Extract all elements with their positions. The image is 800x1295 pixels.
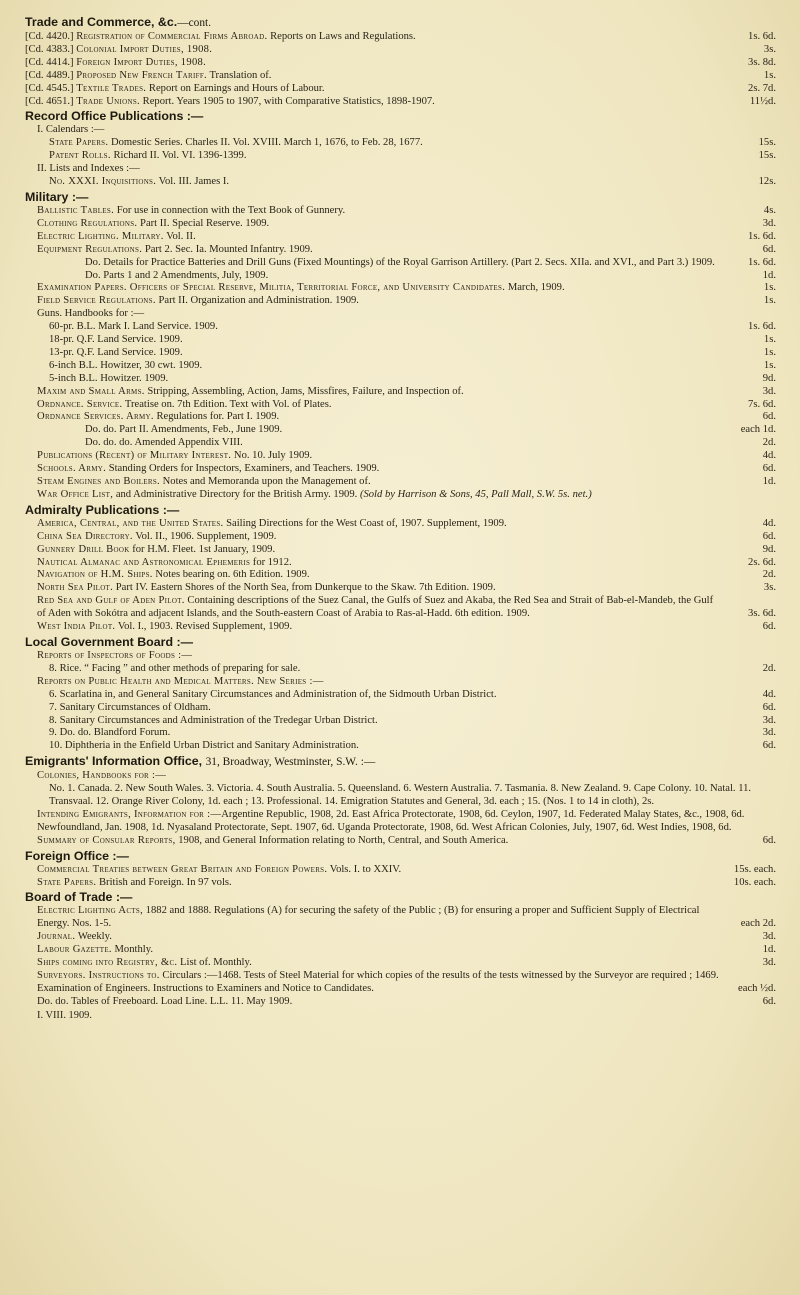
trade-entry bbox=[25, 44, 778, 57]
entry-north-sea-pilot: North Sea Pilot. Part IV. Eastern Shores of the North Sea, from Dunkerque to the Skaw. 7th Edition. 1909. 3s. bbox=[37, 582, 776, 594]
entry-text: 18-pr. Q.F. Land Service. 1909. bbox=[49, 334, 183, 346]
entry-steam-engines: Steam Engines and Boilers. Notes and Memoranda upon the Management of. 1d. bbox=[37, 476, 776, 487]
guns-label: Guns. Handbooks for :— bbox=[37, 308, 145, 320]
entry-maxim: Maxim and Small Arms. Stripping, Assembling, Action, Jams, Missfires, Failure, and Inspection of. 3d. bbox=[37, 385, 776, 397]
entry-commercial-treaties: Commercial Treaties between Great Britain and Foreign Powers. Vols. I. to XXIV. 15s. each. bbox=[37, 863, 776, 875]
entry-ordnance-services: Ordnance Services. Army. Regulations for. Part I. 1909. 6d. bbox=[37, 411, 776, 423]
calendars-label: I. Calendars :— bbox=[37, 124, 105, 136]
gun-handbook-entry bbox=[25, 360, 778, 373]
section-local-gov-heading: Local Government Board :— bbox=[25, 634, 193, 649]
entry-china-sea: China Sea Directory. Vol. II., 1906. Supplement, 1909. 6d. bbox=[37, 530, 776, 542]
entry-scarlatina: 6. Scarlatina in, and General Sanitary Circumstances and Administration of, the Sidmouth Urban District. 4d. bbox=[49, 688, 776, 700]
entry-price: 1s. bbox=[763, 69, 776, 81]
command-paper-ref: [Cd. 4489.] bbox=[25, 69, 74, 81]
entry-electric-lighting-acts: Electric Lighting Acts, 1882 and 1888. Regulations (A) for securing the safety of the Public ; (B) for ensuring a proper and Sufficient Supply of Electrical Energy. Nos. 1-5. each 2d. bbox=[37, 905, 776, 930]
lists-label: II. Lists and Indexes :— bbox=[37, 163, 140, 175]
entry-state-papers-domestic: State Papers. Domestic Series. Charles II. Vol. XVIII. March 1, 1676, to Feb. 28, 1677. 15s. bbox=[49, 137, 776, 149]
gun-handbook-entry bbox=[25, 373, 778, 386]
entry-navigation: Navigation of H.M. Ships. Notes bearing on. 6th Edition. 1909. 2d. bbox=[37, 569, 776, 581]
entry-price: 1s. bbox=[763, 346, 776, 358]
section-foreign-heading: Foreign Office :— bbox=[25, 848, 129, 863]
entry-price: 1s. 6d. bbox=[748, 321, 776, 333]
entry-war-office-list: War Office List, and Administrative Directory for the British Army. 1909. (Sold by Harrison & Sons, 45, Pall Mall, S.W. 5s. net.) bbox=[37, 488, 592, 500]
trade-entry bbox=[25, 96, 778, 109]
entry-price: 1s. bbox=[763, 359, 776, 371]
entry-text: Report on Earnings and Hours of Labour. bbox=[148, 82, 325, 94]
entry-tredegar: 8. Sanitary Circumstances and Administration of the Tredegar Urban District. 3d. bbox=[49, 714, 776, 726]
entry-equipment-amendments: Do. Parts 1 and 2 Amendments, July, 1909. 1d. bbox=[85, 269, 776, 281]
section-board-trade-heading: Board of Trade :— bbox=[25, 890, 133, 905]
entry-oldham: 7. Sanitary Circumstances of Oldham. 6d. bbox=[49, 701, 776, 713]
entry-equipment: Equipment Regulations. Part 2. Sec. Ia. Mounted Infantry. 1909. 6d. bbox=[37, 243, 776, 255]
entry-title: Textile Trades. bbox=[76, 82, 147, 94]
entry-field-service: Field Service Regulations. Part II. Organization and Administration. 1909. 1s. bbox=[37, 295, 776, 307]
public-health-label: Reports on Public Health and Medical Matters. New Series :— bbox=[37, 675, 324, 687]
entry-price: 1s. bbox=[763, 334, 776, 346]
entry-intending-emigrants: Intending Emigrants, Information for :—Argentine Republic, 1908, 2d. East Africa Protectorate, 1908, 6d. Ceylon, 1907, 1d. Federated Malay States, &c., 1908, 6d. Newfoundland, Jan. 1908, 1d. Nyasaland Protectorate, Sept. 1907, 6d. Uganda Protectorate, 1908, 6d. West African Colonies, July, 1907, 6d. West Indies, 1908, 6d. bbox=[37, 808, 745, 833]
entry-gunnery-drill: Gunnery Drill Book for H.M. Fleet. 1st January, 1909. 9d. bbox=[37, 543, 776, 555]
entry-ordnance-amendments: Do. do. Part II. Amendments, Feb., June 1909. each 1d. bbox=[85, 424, 776, 436]
entry-title: Proposed New French Tariff. bbox=[76, 69, 207, 81]
command-paper-ref: [Cd. 4545.] bbox=[25, 82, 74, 94]
gun-handbook-entry bbox=[25, 334, 778, 347]
entry-ordnance-service: Ordnance. Service. Treatise on. 7th Edition. Text with Vol. of Plates. 7s. 6d. bbox=[37, 398, 776, 410]
colonies-label: Colonies, Handbooks for :— bbox=[37, 770, 167, 782]
gun-handbook-entry bbox=[25, 347, 778, 360]
section-emigrants-heading: Emigrants' Information Office, 31, Broadway, Westminster, S.W. :— bbox=[25, 754, 376, 769]
entry-price: 3s. 8d. bbox=[748, 56, 776, 68]
entry-journal: Journal. Weekly. 3d. bbox=[37, 931, 776, 943]
entry-title: Trade Unions. bbox=[76, 95, 140, 107]
entry-text: Report. Years 1905 to 1907, with Comparative Statistics, 1898-1907. bbox=[142, 95, 435, 107]
gun-list bbox=[25, 321, 778, 386]
entry-text: Translation of. bbox=[209, 69, 272, 81]
entry-price: 2s. 7d. bbox=[748, 82, 776, 94]
section-record-heading: Record Office Publications :— bbox=[25, 109, 204, 124]
command-paper-ref: [Cd. 4420.] bbox=[25, 31, 74, 42]
entry-america-central: America, Central, and the United States. Sailing Directions for the West Coast of, 1907. Supplement, 1909. 4d. bbox=[37, 517, 776, 529]
section-admiralty-heading: Admiralty Publications :— bbox=[25, 502, 180, 517]
entry-inquisitions: No. XXXI. Inquisitions. Vol. III. James I. 12s. bbox=[49, 176, 776, 188]
entry-blandford: 9. Do. do. Blandford Forum. 3d. bbox=[49, 727, 776, 739]
entry-nautical-almanac: Nautical Almanac and Astronomical Ephemeris for 1912. 2s. 6d. bbox=[37, 556, 776, 568]
entry-red-sea-pilot: Red Sea and Gulf of Aden Pilot. Containing descriptions of the Suez Canal, the Gulfs of Suez and Akaba, the Red Sea and Strait of Bab-el-Mandeb, the Gulf of Aden with Sokótra and adjacent Islands, and the South-eastern Coast of Arabia to Ras-al-Hadd. 6th edition. 1909. 3s. 6d. bbox=[37, 595, 776, 620]
entry-clothing: Clothing Regulations. Part II. Special Reserve. 1909. 3d. bbox=[37, 217, 776, 229]
entry-electric-lighting-military: Electric Lighting. Military. Vol. II. 1s. 6d. bbox=[37, 230, 776, 242]
gun-handbook-entry bbox=[25, 321, 778, 334]
section-trade-heading: Trade and Commerce, &c.—cont. bbox=[25, 15, 212, 29]
entry-publications-recent: Publications (Recent) of Military Interest. No. 10. July 1909. 4d. bbox=[37, 450, 776, 462]
entry-colonies-handbooks: No. 1. Canada. 2. New South Wales. 3. Victoria. 4. South Australia. 5. Queensland. 6. Western Australia. 7. Tasmania. 8. New Zealand. 9. Cape Colony. 10. Natal. 11. Transvaal. 12. Orange River Colony, 1d. each ; 13. Professional. 14. Emigration Statutes and General, 3d. each ; 15. (Nos. 1 to 14 in cloth), 2s. bbox=[49, 783, 752, 808]
entry-foreign-state-papers: State Papers. British and Foreign. In 97 vols. 10s. each. bbox=[37, 876, 776, 888]
section-military-heading: Military :— bbox=[25, 189, 89, 204]
entry-freeboard: Do. do. Tables of Freeboard. Load Line. L.L. 11. May 1909. 6d. bbox=[37, 995, 776, 1007]
entry-text: 60-pr. B.L. Mark I. Land Service. 1909. bbox=[49, 321, 218, 333]
entry-examination-papers: Examination Papers. Officers of Special Reserve, Militia, Territorial Force, and University Candidates. March, 1909. 1s. bbox=[37, 282, 776, 294]
trade-entry bbox=[25, 83, 778, 96]
command-paper-ref: [Cd. 4651.] bbox=[25, 95, 74, 107]
entry-ships-registry: Ships coming into Registry, &c. List of. Monthly. 3d. bbox=[37, 957, 776, 969]
entry-price: 11½d. bbox=[749, 95, 776, 107]
entry-patent-rolls: Patent Rolls. Richard II. Vol. VI. 1396-1399. 15s. bbox=[49, 150, 776, 162]
trade-entry bbox=[25, 70, 778, 83]
entry-title: Foreign Import Duties, 1908. bbox=[76, 56, 207, 68]
entry-equipment-details: Do. Details for Practice Batteries and Drill Guns (Fixed Mountings) of the Royal Garrison Artillery. (Part 2. Secs. XIIa. and XVI., and Part 3.) 1909. 1s. 6d. bbox=[85, 256, 776, 268]
inspectors-label: Reports of Inspectors of Foods :— bbox=[37, 649, 193, 661]
entry-price: 9d. bbox=[762, 372, 776, 384]
entry-labour-gazette: Labour Gazette. Monthly. 1d. bbox=[37, 944, 776, 956]
entry-consular-reports: Summary of Consular Reports, 1908, and General Information relating to North, Central, and South America. 6d. bbox=[37, 834, 776, 846]
command-paper-ref: [Cd. 4383.] bbox=[25, 43, 74, 55]
entry-text: 6-inch B.L. Howitzer, 30 cwt. 1909. bbox=[49, 359, 203, 371]
command-paper-ref: [Cd. 4414.] bbox=[25, 56, 74, 68]
entry-title: Registration of Commercial Firms Abroad. bbox=[76, 31, 268, 42]
entry-ballistic: Ballistic Tables. For use in connection with the Text Book of Gunnery. 4s. bbox=[37, 204, 776, 216]
trade-list bbox=[25, 31, 778, 108]
entry-price: 1s. 6d. bbox=[748, 31, 776, 42]
entry-diphtheria: 10. Diphtheria in the Enfield Urban District and Sanitary Administration. 6d. bbox=[49, 740, 776, 752]
entry-price: 3s. bbox=[763, 43, 776, 55]
footer-code: I. VIII. 1909. bbox=[37, 1009, 92, 1021]
entry-surveyors: Surveyors. Instructions to. Circulars :—1468. Tests of Steel Material for which copies of the results of the tests witnessed by the Surveyor are required ; 1469. Examination of Engineers. Instructions to Examiners and Notice to Candidates. each ½d. bbox=[37, 970, 776, 994]
entry-text: 13-pr. Q.F. Land Service. 1909. bbox=[49, 346, 183, 358]
entry-text: 5-inch B.L. Howitzer. 1909. bbox=[49, 372, 169, 384]
entry-ordnance-appendix: Do. do. do. Amended Appendix VIII. 2d. bbox=[85, 437, 776, 449]
entry-rice: 8. Rice. “ Facing ” and other methods of preparing for sale. 2d. bbox=[49, 662, 776, 674]
entry-text: Reports on Laws and Regulations. bbox=[270, 31, 416, 42]
entry-title: Colonial Import Duties, 1908. bbox=[76, 43, 213, 55]
trade-entry bbox=[25, 31, 778, 44]
entry-schools: Schools. Army. Standing Orders for Inspectors, Examiners, and Teachers. 1909. 6d. bbox=[37, 463, 776, 475]
entry-west-india-pilot: West India Pilot. Vol. I., 1903. Revised Supplement, 1909. 6d. bbox=[37, 621, 776, 633]
trade-entry bbox=[25, 57, 778, 70]
